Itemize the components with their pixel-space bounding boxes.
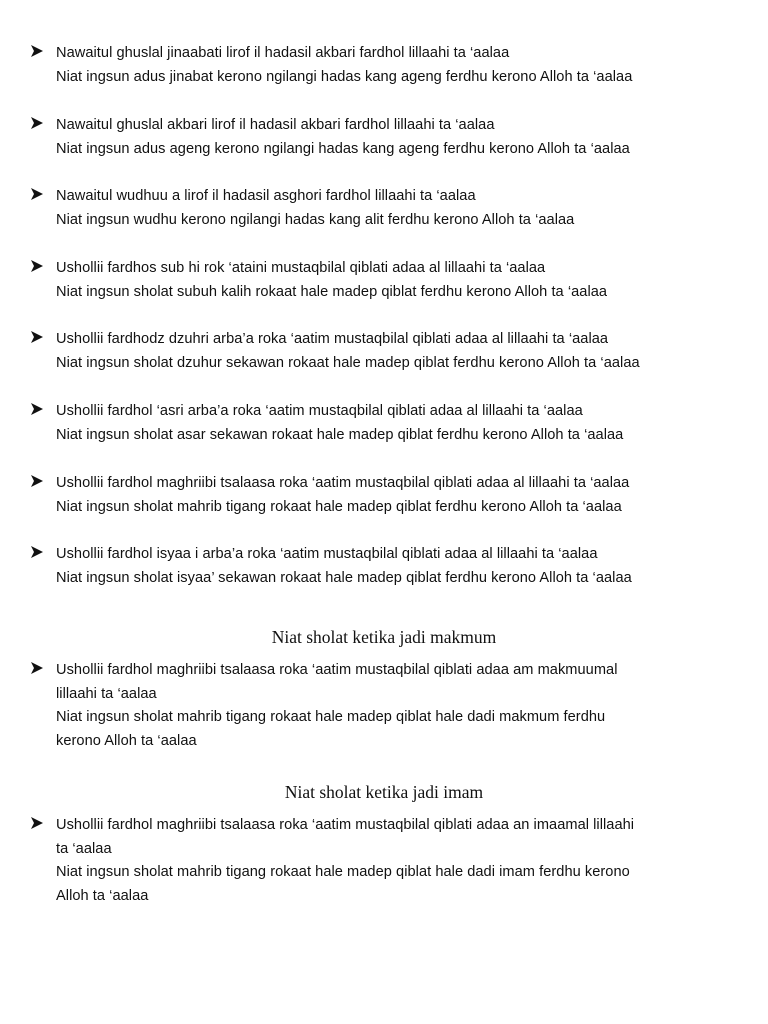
- list-item: [30, 659, 730, 753]
- transliteration-text: Ushollii fardhos sub hi rok ‘ataini mustaqbilal qiblati adaa al lillaahi ta ‘aalaa: [56, 260, 546, 276]
- transliteration-text: Ushollii fardhodz dzuhri arba’a roka ‘aatim mustaqbilal qiblati adaa al lillaahi ta ‘aalaa: [56, 331, 609, 347]
- translation-text: Niat ingsun sholat dzuhur sekawan rokaat hale madep qiblat ferdhu kerono Alloh ta ‘aalaa: [56, 354, 640, 371]
- translation-text: Niat ingsun sholat isyaa’ sekawan rokaat hale madep qiblat ferdhu kerono Alloh ta ‘aalaa: [56, 569, 632, 586]
- translation-text: Niat ingsun wudhu kerono ngilangi hadas kang alit ferdhu kerono Alloh ta ‘aalaa: [56, 211, 575, 228]
- transliteration-text-continued: lillaahi ta ‘aalaa: [56, 685, 157, 702]
- arrowhead-bullet-icon: [30, 544, 44, 560]
- translation-text-continued: kerono Alloh ta ‘aalaa: [56, 732, 197, 749]
- list-item: [30, 543, 730, 590]
- section-heading-imam: Niat sholat ketika jadi imam: [284, 782, 484, 802]
- transliteration-text-continued: ta ‘aalaa: [56, 840, 112, 857]
- list-item: [30, 185, 730, 232]
- arrowhead-bullet-icon: [30, 401, 44, 417]
- transliteration-text: Ushollii fardhol ‘asri arba’a roka ‘aatim mustaqbilal qiblati adaa al lillaahi ta ‘aalaa: [56, 403, 583, 419]
- list-item: [30, 328, 730, 375]
- arrowhead-bullet-icon: [30, 115, 44, 131]
- list-item: [30, 257, 730, 304]
- translation-text: Niat ingsun sholat asar sekawan rokaat hale madep qiblat ferdhu kerono Alloh ta ‘aalaa: [56, 426, 624, 443]
- translation-text-continued: Alloh ta ‘aalaa: [56, 887, 149, 904]
- arrowhead-bullet-icon: [30, 258, 44, 274]
- arrowhead-bullet-icon: [30, 815, 44, 831]
- section-heading-makmum: Niat sholat ketika jadi makmum: [271, 627, 497, 647]
- translation-text: Niat ingsun sholat subuh kalih rokaat hale madep qiblat ferdhu kerono Alloh ta ‘aalaa: [56, 283, 608, 300]
- transliteration-text: Ushollii fardhol maghriibi tsalaasa roka ‘aatim mustaqbilal qiblati adaa al lillaahi ta ‘aalaa: [56, 475, 630, 491]
- list-item: [30, 42, 730, 89]
- transliteration-text: Ushollii fardhol isyaa i arba’a roka ‘aatim mustaqbilal qiblati adaa al lillaahi ta ‘aalaa: [56, 546, 598, 562]
- transliteration-text: Nawaitul ghuslal jinaabati lirof il hadasil akbari fardhol lillaahi ta ‘aalaa: [56, 45, 510, 61]
- transliteration-text: Ushollii fardhol maghriibi tsalaasa roka ‘aatim mustaqbilal qiblati adaa an imaamal lillaahi: [56, 817, 635, 833]
- translation-text: Niat ingsun sholat mahrib tigang rokaat hale madep qiblat ferdhu kerono Alloh ta ‘aalaa: [56, 498, 622, 515]
- translation-text: Niat ingsun sholat mahrib tigang rokaat hale madep qiblat hale dadi makmum ferdhu: [56, 709, 606, 725]
- arrowhead-bullet-icon: [30, 473, 44, 489]
- list-item: [30, 400, 730, 447]
- transliteration-text: Nawaitul ghuslal akbari lirof il hadasil akbari fardhol lillaahi ta ‘aalaa: [56, 117, 495, 133]
- arrowhead-bullet-icon: [30, 329, 44, 345]
- translation-text: Niat ingsun adus jinabat kerono ngilangi hadas kang ageng ferdhu kerono Alloh ta ‘aalaa: [56, 68, 633, 85]
- translation-text: Niat ingsun adus ageng kerono ngilangi hadas kang ageng ferdhu kerono Alloh ta ‘aalaa: [56, 140, 630, 157]
- translation-text: Niat ingsun sholat mahrib tigang rokaat hale madep qiblat hale dadi imam ferdhu kerono: [56, 864, 630, 880]
- transliteration-text: Ushollii fardhol maghriibi tsalaasa roka ‘aatim mustaqbilal qiblati adaa am makmuumal: [56, 662, 618, 678]
- arrowhead-bullet-icon: [30, 660, 44, 676]
- list-item: [30, 814, 730, 908]
- list-item: [30, 114, 730, 161]
- arrowhead-bullet-icon: [30, 43, 44, 59]
- arrowhead-bullet-icon: [30, 186, 44, 202]
- transliteration-text: Nawaitul wudhuu a lirof il hadasil asghori fardhol lillaahi ta ‘aalaa: [56, 188, 476, 204]
- list-item: [30, 472, 730, 519]
